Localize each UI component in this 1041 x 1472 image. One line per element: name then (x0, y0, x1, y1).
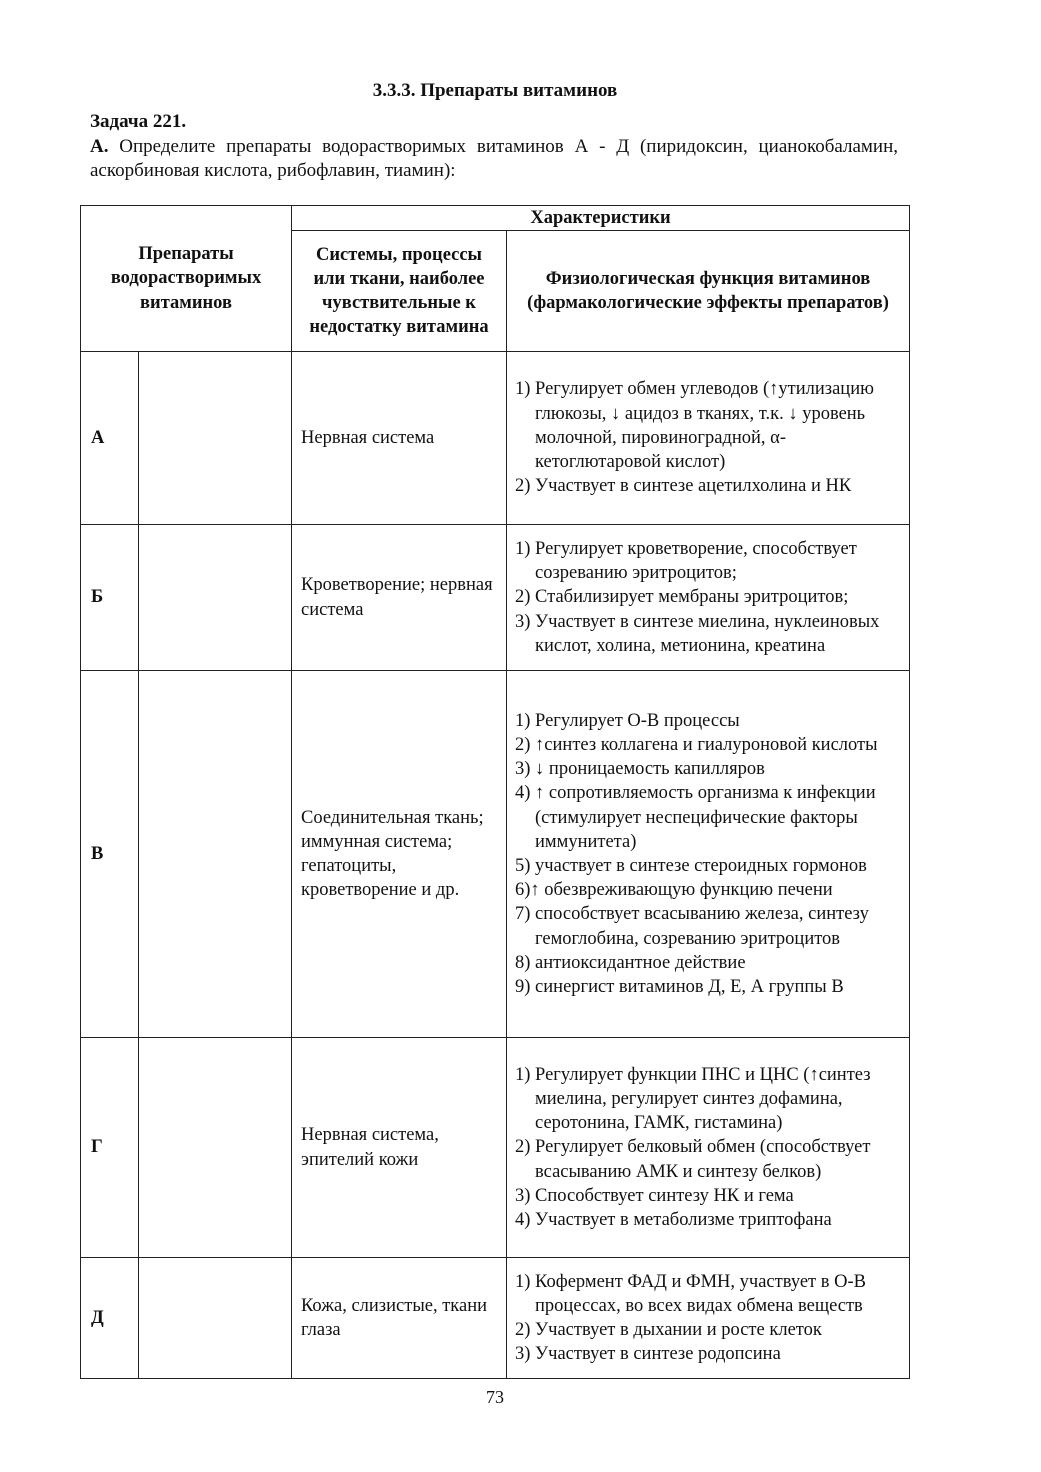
header-preparations: Препараты водорастворимых витаминов (81, 206, 292, 352)
function-item: 2) ↑синтез коллагена и гиалуроновой кислоты (515, 734, 878, 755)
task-label: А. (90, 136, 109, 157)
function-item: 3) Участвует в синтезе миелина, нуклеиновых кислот, холина, метионина, креатина (515, 611, 880, 656)
function-item: 4) Участвует в метаболизме триптофана (515, 1210, 832, 1230)
table-row (81, 352, 910, 525)
function-item: 4) ↑ сопротивляемость организма к инфекции (стимулирует неспецифические факторы иммунитета) (515, 783, 876, 852)
preparation-answer-cell (139, 525, 292, 671)
function-item: 9) синергист витаминов Д, Е, А группы В (515, 977, 844, 998)
function-item: 3) Способствует синтезу НК и гема (515, 1185, 794, 1206)
page-number: 73 (486, 1387, 504, 1407)
function-item: 3) Участвует в синтезе родопсина (515, 1344, 781, 1365)
row-system: Кожа, слизистые, ткани глаза (292, 1258, 507, 1379)
function-item: 1) Кофермент ФАД и ФМН, участвует в О-В процессах, во всех видах обмена веществ (515, 1271, 866, 1316)
function-item: 2) Регулирует белковый обмен (способствует всасыванию АМК и синтезу белков) (515, 1137, 871, 1182)
table-row (81, 1038, 910, 1258)
function-item: 1) Регулирует функции ПНС и ЦНС (↑синтез миелина, регулирует синтез дофамина, серотонина, ГАМК, гистамина) (515, 1064, 871, 1134)
task-text (90, 135, 898, 183)
row-system: Нервная система, эпителий кожи (292, 1038, 507, 1258)
section-title: 3.3.3. Препараты витаминов (372, 80, 618, 101)
table-row (81, 671, 910, 1038)
row-letter: Г (81, 1038, 139, 1258)
preparation-answer-cell (139, 671, 292, 1038)
function-item: 8) антиоксидантное действие (515, 952, 746, 973)
row-system: Соединительная ткань; иммунная система; гепатоциты, кроветворение и др. (292, 671, 507, 1038)
row-letter: В (81, 671, 139, 1038)
row-functions (507, 352, 910, 525)
function-item: 2) Участвует в синтезе ацетилхолина и НК (515, 476, 852, 497)
row-letter: А (81, 352, 139, 525)
row-functions (507, 1258, 910, 1379)
header-systems: Системы, процессы или ткани, наиболее чувствительные к недостатку витамина (292, 231, 507, 352)
row-system: Нервная система (292, 352, 507, 525)
task-title: Задача 221. (90, 111, 187, 132)
row-system: Кроветворение; нервная система (292, 525, 507, 671)
row-letter: Б (81, 525, 139, 671)
table-body (81, 352, 910, 1379)
preparation-answer-cell (139, 1038, 292, 1258)
function-item: 3) ↓ проницаемость капилляров (515, 759, 765, 780)
function-item: 2) Стабилизирует мембраны эритроцитов; (515, 587, 849, 608)
preparation-answer-cell (139, 1258, 292, 1379)
function-item: 1) Регулирует кроветворение, способствует созреванию эритроцитов; (515, 538, 857, 584)
function-item: 6)↑ обезвреживающую функцию печени (515, 880, 833, 901)
row-letter: Д (81, 1258, 139, 1379)
row-functions (507, 525, 910, 671)
function-item: 2) Участвует в дыхании и росте клеток (515, 1320, 822, 1340)
function-item: 7) способствует всасыванию железа, синтезу гемоглобина, созреванию эритроцитов (515, 904, 869, 949)
table-row (81, 1258, 910, 1379)
row-functions (507, 1038, 910, 1258)
function-item: 5) участвует в синтезе стероидных гормонов (515, 856, 867, 876)
vitamins-table (80, 205, 910, 1379)
header-function: Физиологическая функция витаминов (фармакологические эффекты препаратов) (507, 231, 910, 352)
table-row (81, 525, 910, 671)
header-characteristics: Характеристики (292, 206, 910, 231)
row-functions (507, 671, 910, 1038)
function-item: 1) Регулирует обмен углеводов (↑утилизацию глюкозы, ↓ ацидоз в тканях, т.к. ↓ уровень молочной, пировиноградной, α-кетоглютаровой кислот) (515, 379, 874, 473)
function-item: 1) Регулирует О-В процессы (515, 710, 740, 731)
preparation-answer-cell (139, 352, 292, 525)
task-body: Определите препараты водорастворимых витаминов А - Д (пиридоксин, цианокобаламин, аскорбиновая кислота, рибофлавин, тиамин): (90, 136, 899, 181)
